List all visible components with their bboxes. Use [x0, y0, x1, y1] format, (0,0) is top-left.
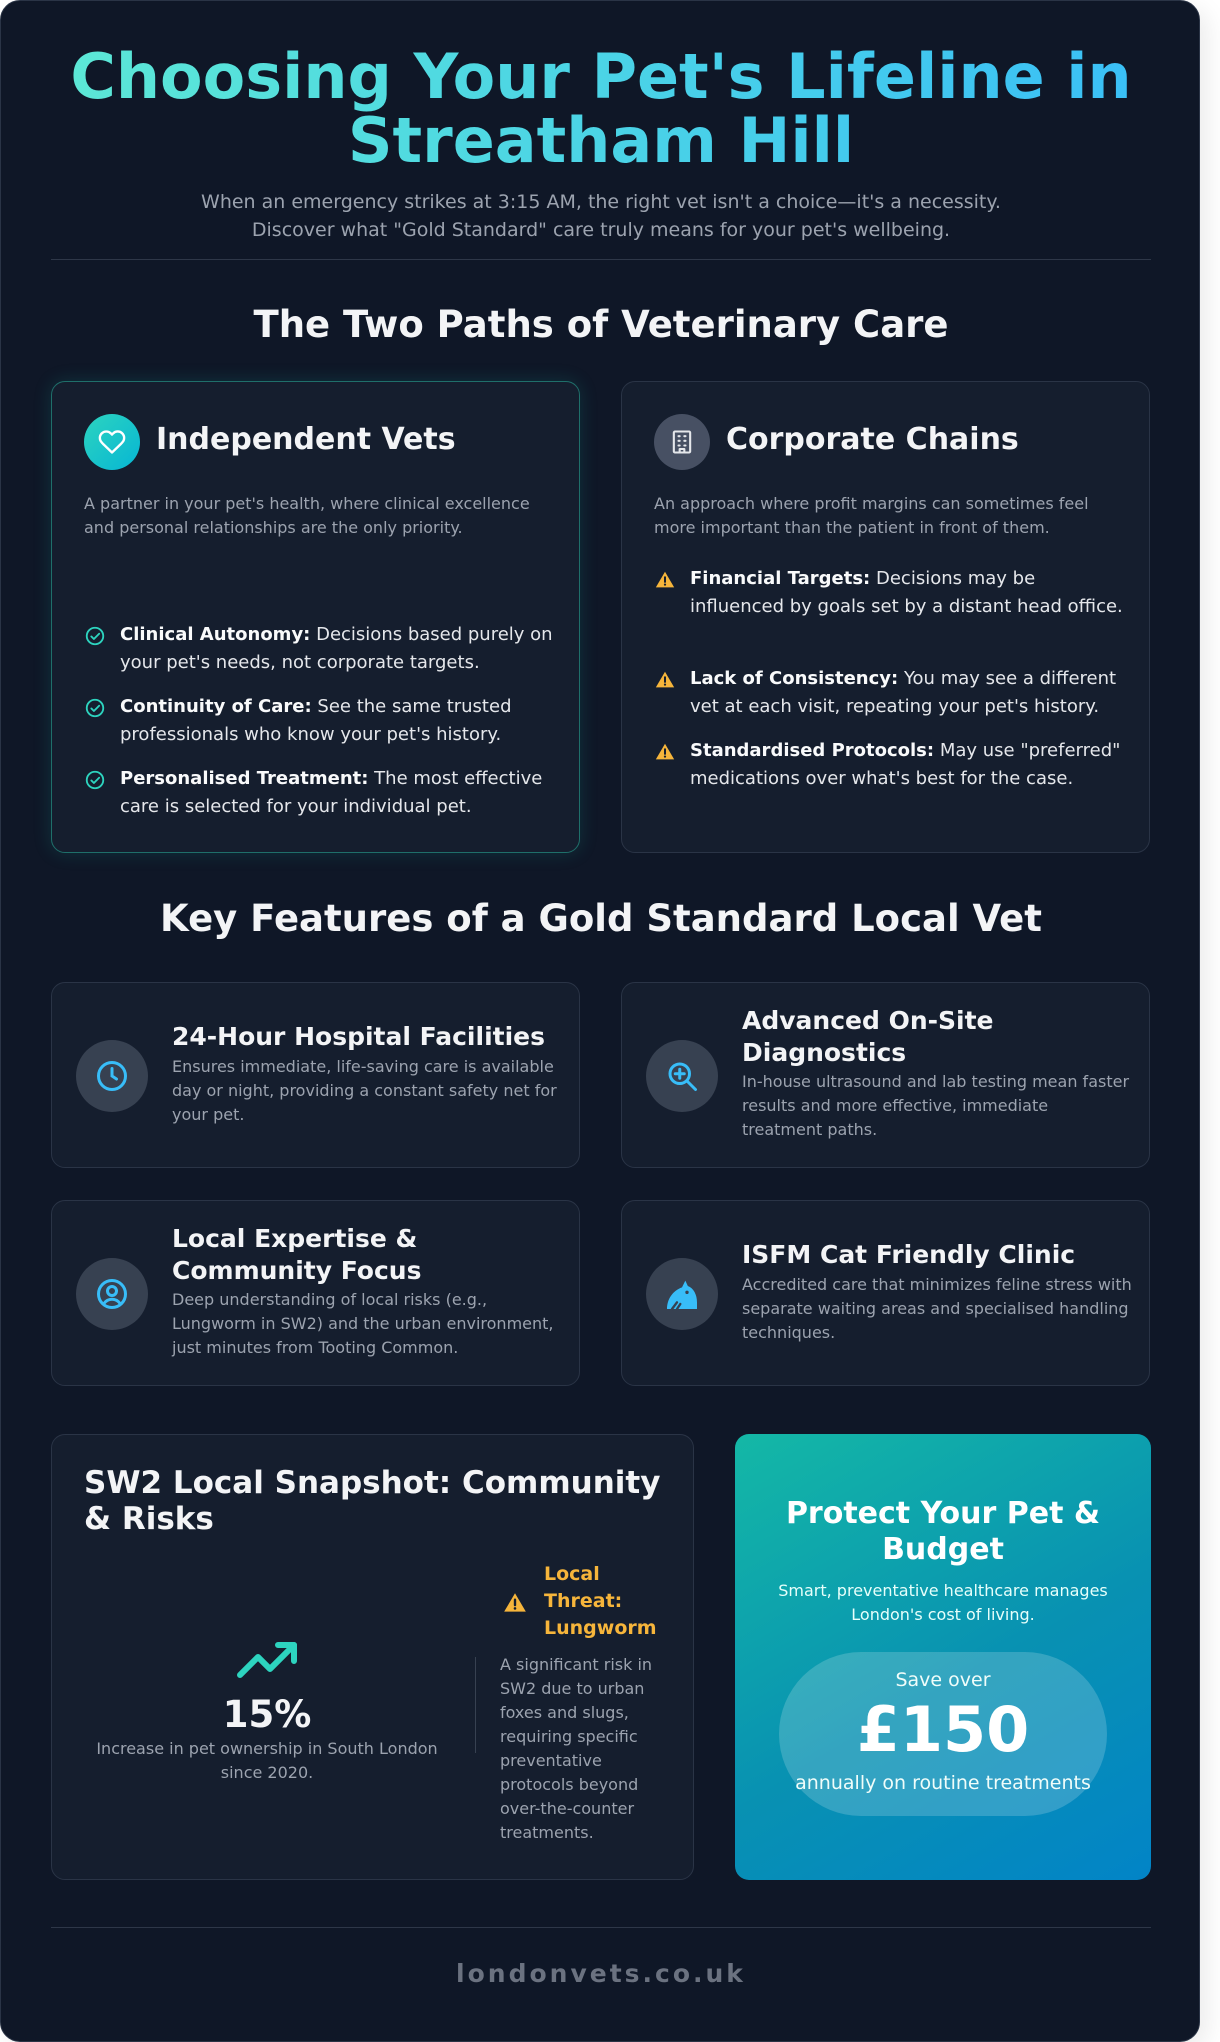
warning-icon	[502, 1590, 528, 1616]
threat-description: A significant risk in SW2 due to urban foxes and slugs, requiring specific preventative protocols beyond over-the-counter treatments.	[500, 1655, 653, 1842]
corporate-chains-card	[621, 381, 1150, 853]
heart-icon	[84, 414, 140, 470]
point-body: May use "preferred" medications over what's best for the case.	[690, 740, 1121, 789]
independent-point	[84, 621, 554, 677]
point-body: See the same trusted professionals who know your pet's history.	[120, 696, 512, 745]
promo-title: Protect Your Pet & Budget	[785, 1496, 1101, 1567]
feature-card-cat-friendly	[621, 1200, 1150, 1386]
trending-up-icon	[236, 1635, 300, 1683]
magnifier-plus-icon	[646, 1040, 718, 1112]
title-line-2: Streatham Hill	[347, 104, 855, 177]
feature-card-24-hour	[51, 982, 580, 1168]
corporate-chains-title: Corporate Chains	[726, 422, 1019, 457]
clock-icon	[76, 1040, 148, 1112]
independent-vets-title: Independent Vets	[156, 422, 456, 457]
point-bold: Continuity of Care:	[120, 696, 312, 717]
snapshot-divider	[475, 1657, 476, 1753]
point-text	[690, 565, 1124, 621]
check-circle-icon	[84, 625, 106, 647]
independent-point	[84, 765, 554, 821]
independent-vets-card	[51, 381, 580, 853]
footer-site-name: londonvets.co.uk	[456, 1959, 746, 1988]
corporate-point	[654, 737, 1124, 793]
features-heading: Key Features of a Gold Standard Local Vet	[160, 897, 1042, 940]
point-text	[120, 693, 554, 749]
feature-title: Advanced On-Site Diagnostics	[742, 1006, 994, 1067]
ownership-stat-label: Increase in pet ownership in South London since 2020.	[96, 1739, 438, 1782]
snapshot-title: SW2 Local Snapshot: Community & Risks	[84, 1465, 661, 1537]
header-divider	[51, 259, 1151, 260]
point-text	[690, 665, 1124, 721]
feature-card-local-expertise	[51, 1200, 580, 1386]
point-text	[120, 765, 554, 821]
feature-card-diagnostics	[621, 982, 1150, 1168]
user-circle-icon	[76, 1258, 148, 1330]
feature-description: Ensures immediate, life-saving care is available day or night, providing a constant safety net for your pet.	[172, 1057, 557, 1124]
feature-title: 24-Hour Hospital Facilities	[172, 1022, 545, 1051]
independent-vets-description: A partner in your pet's health, where clinical excellence and personal relationships are the only priority.	[84, 494, 530, 537]
page-subtitle	[101, 188, 1101, 244]
check-circle-icon	[84, 697, 106, 719]
point-text	[690, 737, 1124, 793]
subtitle-line-2: Discover what "Gold Standard" care truly means for your pet's wellbeing.	[251, 219, 951, 241]
point-bold: Financial Targets:	[690, 568, 871, 589]
point-bold: Standardised Protocols:	[690, 740, 935, 761]
feature-title: ISFM Cat Friendly Clinic	[742, 1240, 1076, 1269]
footer-divider	[51, 1927, 1151, 1928]
point-body: The most effective care is selected for your individual pet.	[120, 768, 543, 817]
savings-prefix: Save over	[895, 1669, 991, 1691]
feature-title: Local Expertise & Community Focus	[172, 1224, 422, 1285]
point-bold: Personalised Treatment:	[120, 768, 369, 789]
point-text	[120, 621, 554, 677]
point-body: You may see a different vet at each visit, repeating your pet's history.	[690, 668, 1117, 717]
savings-amount: £150	[856, 1693, 1030, 1766]
building-icon	[654, 414, 710, 470]
point-bold: Clinical Autonomy:	[120, 624, 311, 645]
point-bold: Lack of Consistency:	[690, 668, 899, 689]
feature-description: Accredited care that minimizes feline stress with separate waiting areas and specialised handling techniques.	[742, 1275, 1132, 1342]
point-body: Decisions based purely on your pet's needs, not corporate targets.	[120, 624, 553, 673]
subtitle-line-1: When an emergency strikes at 3:15 AM, the right vet isn't a choice—it's a necessity.	[201, 191, 1001, 213]
cat-icon	[646, 1258, 718, 1330]
check-circle-icon	[84, 769, 106, 791]
corporate-point	[654, 565, 1124, 621]
local-snapshot-card	[51, 1434, 694, 1880]
warning-icon	[654, 669, 676, 691]
independent-point	[84, 693, 554, 749]
feature-description: In-house ultrasound and lab testing mean faster results and more effective, immediate treatment paths.	[742, 1072, 1130, 1139]
point-body: Decisions may be influenced by goals set by a distant head office.	[690, 568, 1123, 617]
feature-description: Deep understanding of local risks (e.g., Lungworm in SW2) and the urban environment, just minutes from Tooting Common.	[172, 1290, 554, 1357]
warning-icon	[654, 569, 676, 591]
promo-subtitle: Smart, preventative healthcare manages London's cost of living.	[778, 1581, 1108, 1624]
page-title	[1, 40, 1201, 177]
title-line-1: Choosing Your Pet's Lifeline in	[70, 40, 1132, 113]
corporate-point	[654, 665, 1124, 721]
savings-promo-card	[735, 1434, 1151, 1880]
threat-title: Local Threat: Lungworm	[544, 1563, 657, 1639]
savings-suffix: annually on routine treatments	[795, 1772, 1091, 1794]
warning-icon	[654, 741, 676, 763]
ownership-stat-value: 15%	[222, 1693, 312, 1736]
corporate-chains-description: An approach where profit margins can sometimes feel more important than the patient in front of them.	[654, 494, 1089, 537]
paths-heading: The Two Paths of Veterinary Care	[253, 303, 949, 346]
savings-badge	[779, 1652, 1107, 1816]
